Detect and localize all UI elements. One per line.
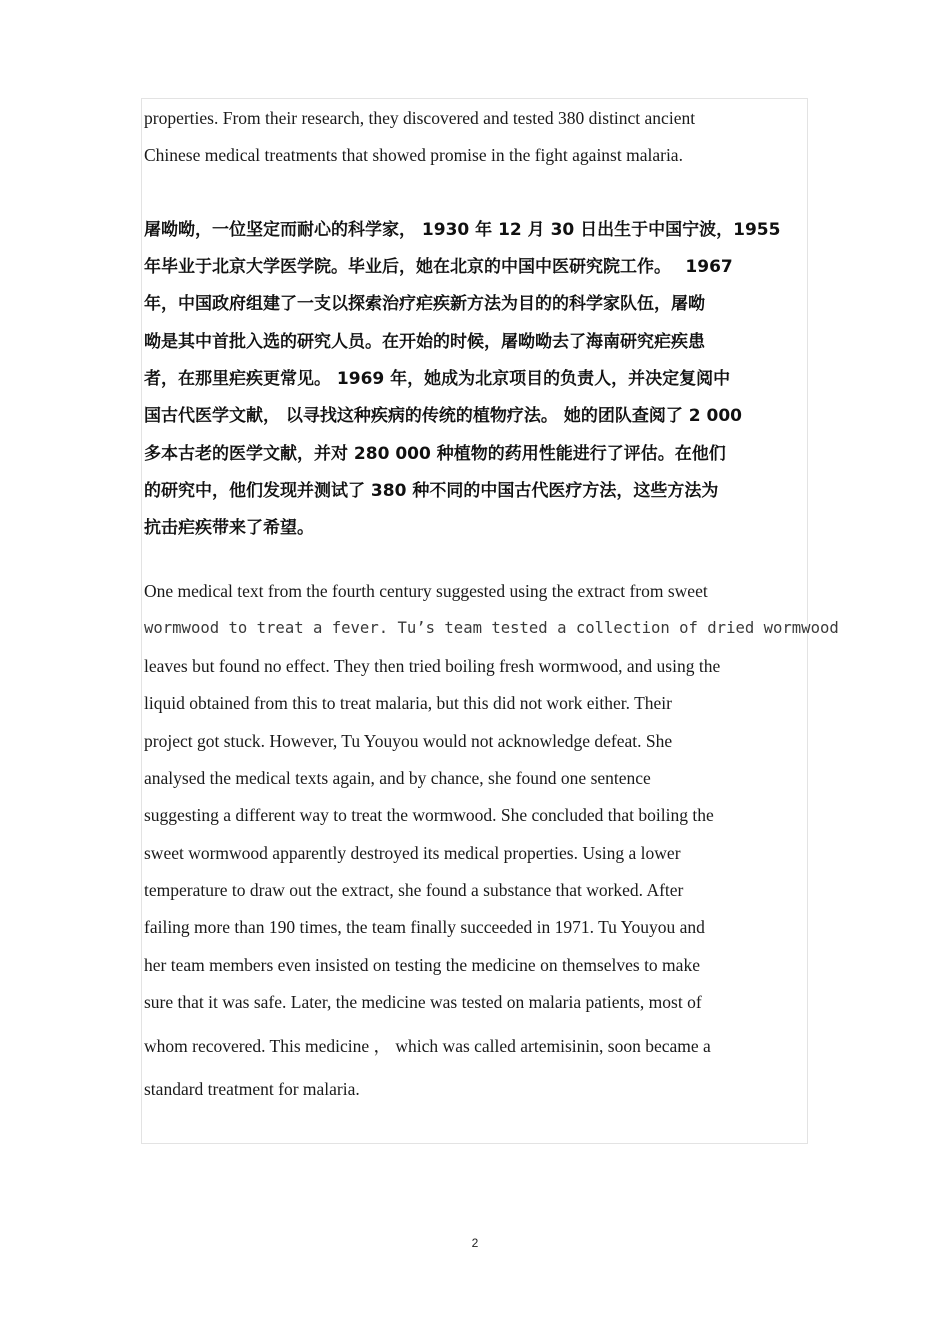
chinese-paragraph-line: 国古代医学文献， 以寻找这种疾病的传统的植物疗法。 她的团队查阅了 2 000 xyxy=(144,406,742,426)
paragraph-line: whom recovered. This medicine ， which was called artemisinin, soon became a xyxy=(144,1036,711,1056)
paragraph-line: standard treatment for malaria. xyxy=(144,1079,360,1099)
paragraph-line: Chinese medical treatments that showed promise in the fight against malaria. xyxy=(144,145,683,165)
chinese-paragraph-line: 年毕业于北京大学医学院。毕业后，她在北京的中国中医研究院工作。 1967 xyxy=(144,257,733,277)
paragraph-line: temperature to draw out the extract, she found a substance that worked. After xyxy=(144,880,684,900)
chinese-paragraph-line: 呦是其中首批入选的研究人员。在开始的时候，屠呦呦去了海南研究疟疾患 xyxy=(144,332,705,352)
paragraph-line: liquid obtained from this to treat malaria, but this did not work either. Their xyxy=(144,693,672,713)
page-number: 2 xyxy=(471,1236,479,1250)
paragraph-line: sure that it was safe. Later, the medicine was tested on malaria patients, most of xyxy=(144,992,702,1012)
chinese-paragraph-line: 的研究中，他们发现并测试了 380 种不同的中国古代医疗方法，这些方法为 xyxy=(144,481,719,501)
chinese-paragraph-line: 者，在那里疟疾更常见。 1969 年，她成为北京项目的负责人，并决定复阅中 xyxy=(144,369,731,389)
paragraph-line: analysed the medical texts again, and by chance, she found one sentence xyxy=(144,768,651,788)
paragraph-line: leaves but found no effect. They then tried boiling fresh wormwood, and using the xyxy=(144,656,721,676)
chinese-paragraph-line: 屠呦呦，一位坚定而耐心的科学家， 1930 年 12 月 30 日出生于中国宁波，1955 xyxy=(144,220,781,240)
paragraph-line: failing more than 190 times, the team finally succeeded in 1971. Tu Youyou and xyxy=(144,917,705,937)
paragraph-line-monospace: wormwood to treat a fever. Tu’s team tested a collection of dried wormwood xyxy=(144,619,839,637)
chinese-paragraph-line: 年，中国政府组建了一支以探索治疗疟疾新方法为目的的科学家队伍，屠呦 xyxy=(144,294,705,314)
paragraph-line: One medical text from the fourth century suggested using the extract from sweet xyxy=(144,581,708,601)
paragraph-line: properties. From their research, they discovered and tested 380 distinct ancient xyxy=(144,108,696,128)
paragraph-line: her team members even insisted on testing the medicine on themselves to make xyxy=(144,955,700,975)
chinese-paragraph-line: 多本古老的医学文献，并对 280 000 种植物的药用性能进行了评估。在他们 xyxy=(144,444,726,464)
paragraph-line: sweet wormwood apparently destroyed its medical properties. Using a lower xyxy=(144,843,681,863)
paragraph-line: suggesting a different way to treat the wormwood. She concluded that boiling the xyxy=(144,805,714,825)
chinese-paragraph-line: 抗击疟疾带来了希望。 xyxy=(144,518,314,538)
paragraph-line: project got stuck. However, Tu Youyou would not acknowledge defeat. She xyxy=(144,731,673,751)
